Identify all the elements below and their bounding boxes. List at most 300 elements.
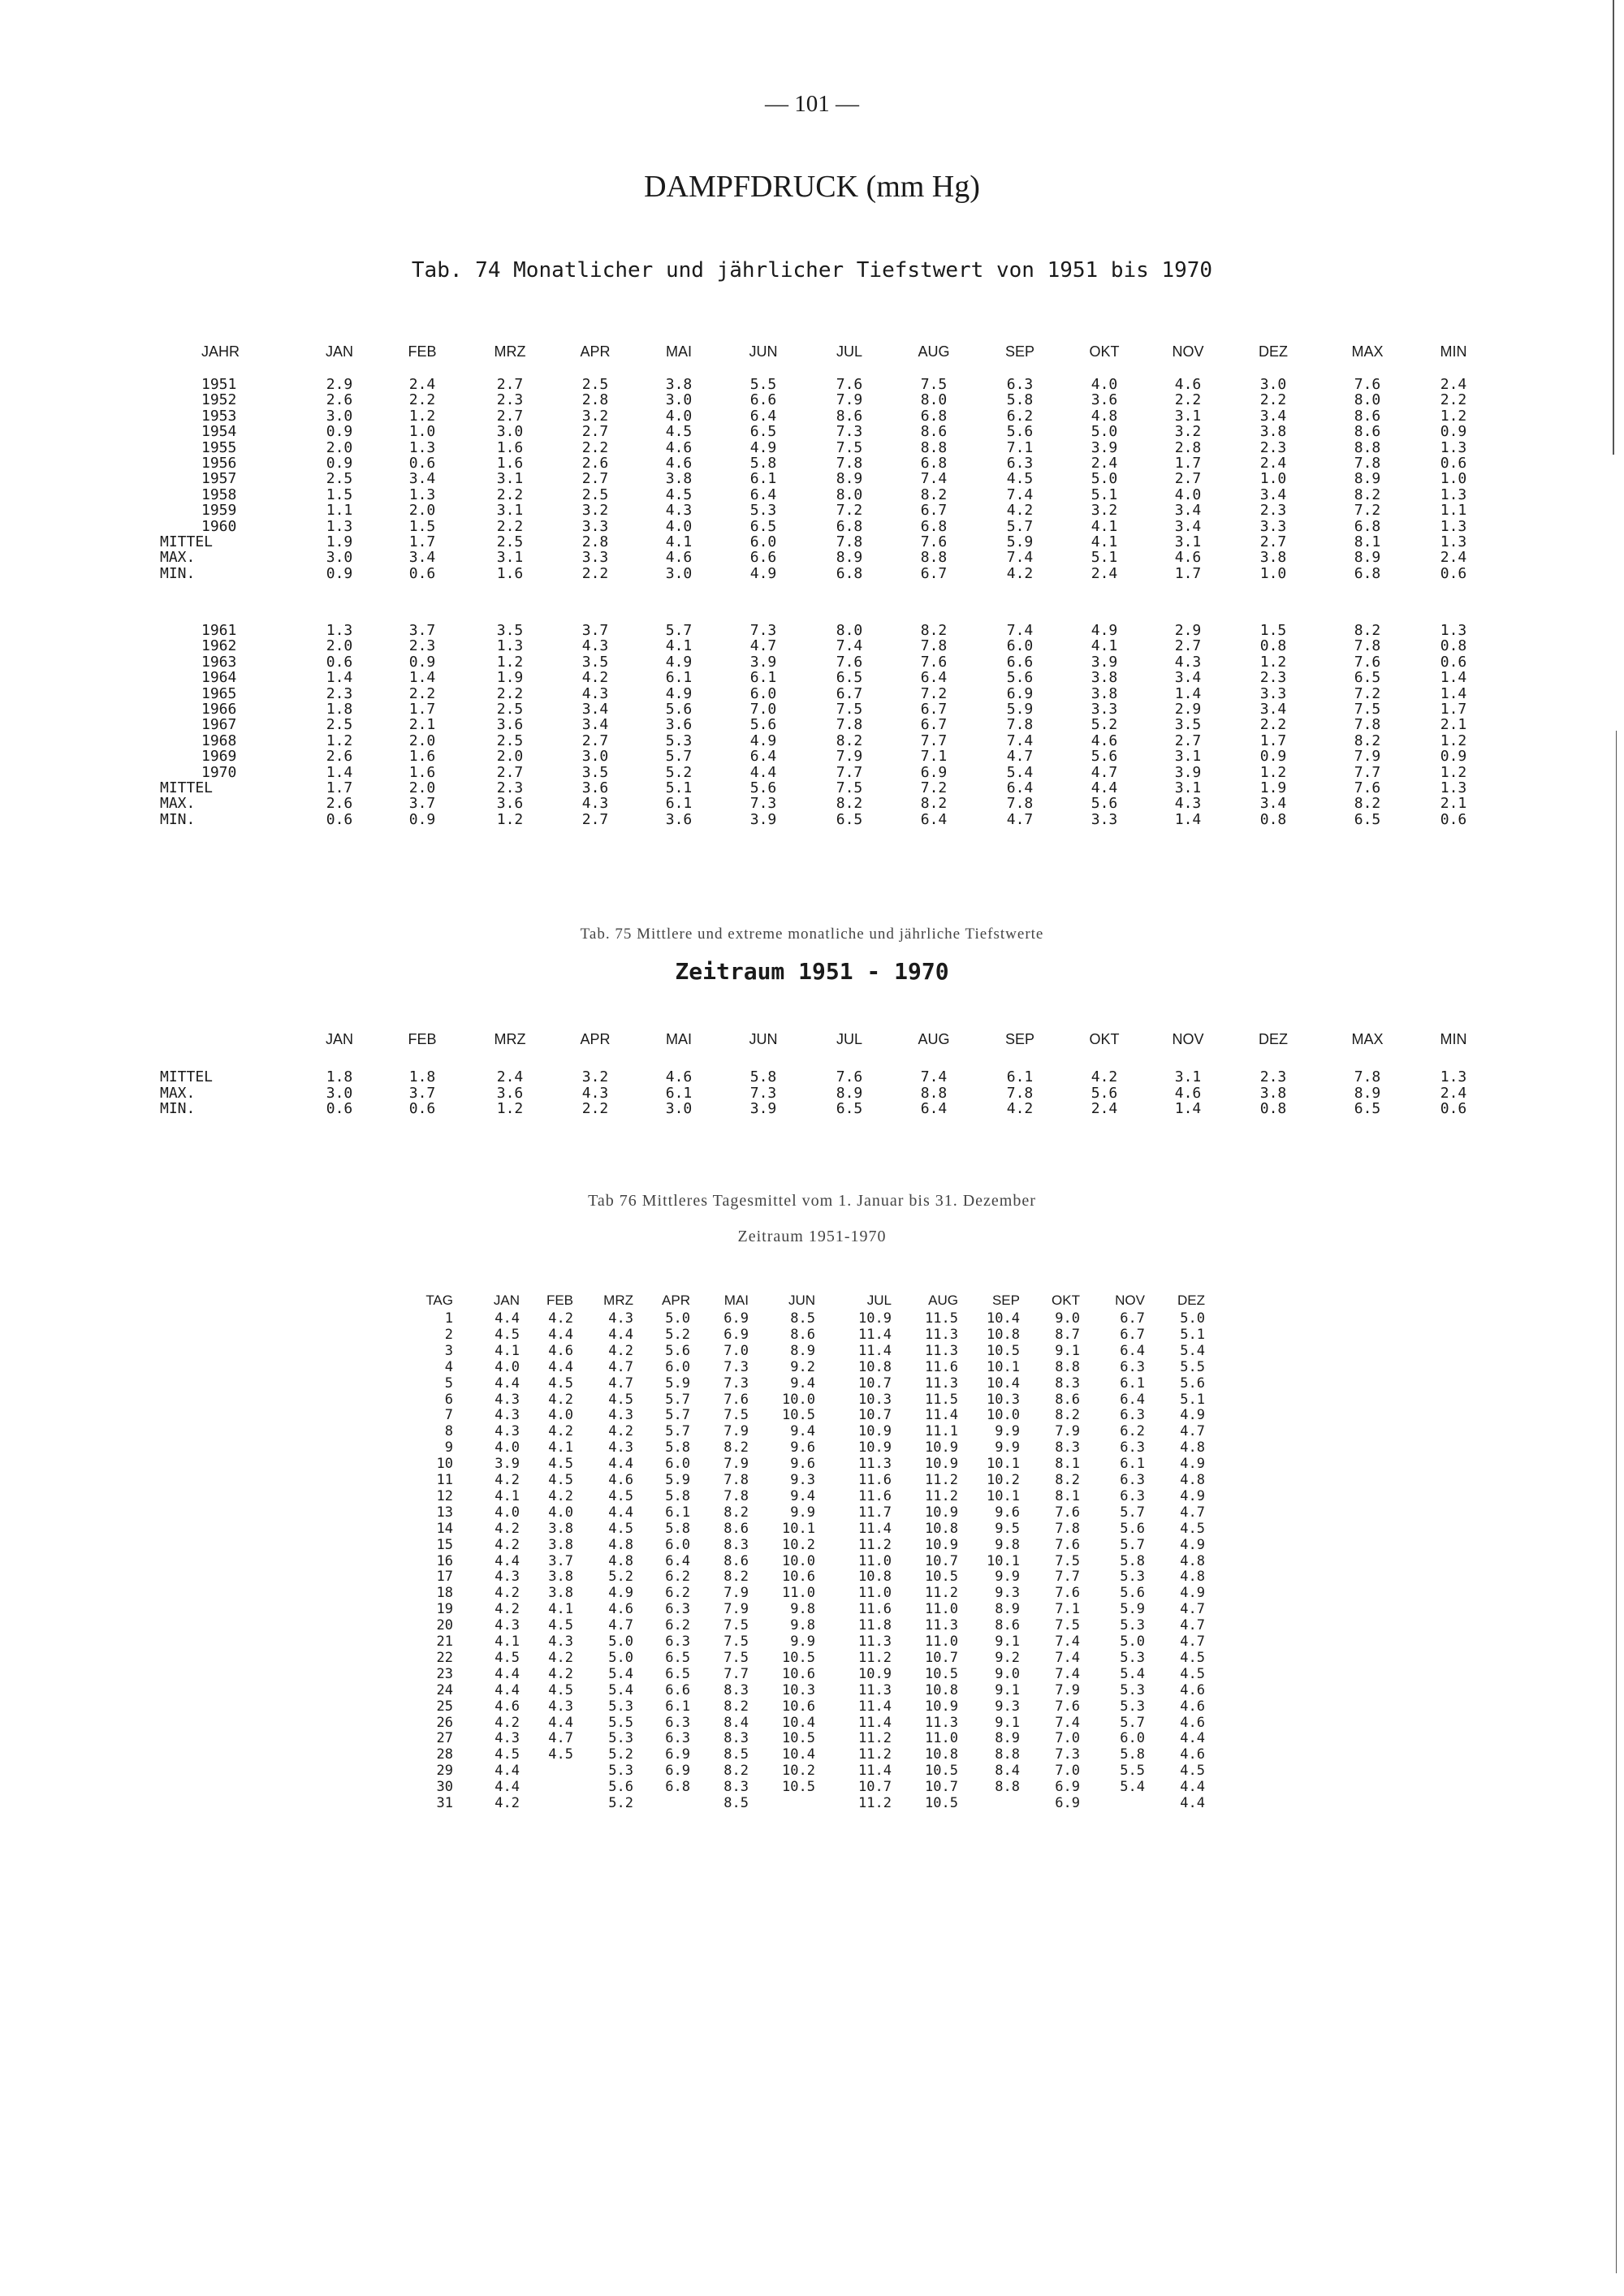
table-cell: 10.9 [925, 1439, 958, 1457]
table-cell: 11.1 [925, 1423, 958, 1440]
table-cell: 1.9 [1259, 779, 1287, 796]
table-cell: 10.7 [925, 1649, 958, 1666]
day-number: 30 [436, 1779, 453, 1796]
table-cell: 5.0 [608, 1649, 633, 1666]
table-cell: 3.1 [496, 549, 524, 567]
table-cell: 3.7 [408, 622, 436, 639]
table-cell: 4.2 [548, 1423, 573, 1440]
table-cell: 6.2 [665, 1569, 690, 1586]
table-cell: 7.6 [836, 1068, 863, 1085]
table-cell: 4.6 [665, 438, 693, 456]
table-cell: 10.9 [925, 1456, 958, 1473]
table-cell: 3.5 [581, 763, 609, 781]
table-row [0, 1488, 1624, 1504]
table-cell: 5.9 [665, 1472, 690, 1488]
table-cell: 9.1 [1055, 1342, 1080, 1359]
table-cell: 7.3 [749, 622, 777, 639]
table-cell: 0.8 [1259, 1100, 1287, 1117]
table-cell: 7.0 [1055, 1763, 1080, 1780]
page-title: DAMPFDRUCK (mm Hg) [644, 170, 980, 204]
table-cell: 4.2 [548, 1649, 573, 1666]
table-cell: 5.3 [1120, 1649, 1145, 1666]
table-row [0, 1407, 1624, 1423]
table-cell: 11.2 [925, 1472, 958, 1488]
table-cell: 6.9 [1055, 1795, 1080, 1811]
table-cell: 7.0 [749, 701, 777, 718]
table-cell: 2.8 [1174, 438, 1202, 456]
table-row [0, 1423, 1624, 1439]
table-cell: 5.9 [1006, 701, 1034, 718]
table-row [0, 1666, 1624, 1682]
header-dez: DEZ [1259, 1031, 1288, 1047]
table-cell: 11.2 [858, 1649, 892, 1666]
table-cell: 6.6 [1006, 653, 1034, 671]
table-cell: 10.4 [987, 1375, 1020, 1392]
table-cell: 8.2 [1354, 486, 1381, 503]
table-cell: 2.4 [408, 376, 436, 393]
table-row [0, 1521, 1624, 1537]
table-cell: 3.0 [326, 407, 353, 425]
table-cell: 4.1 [548, 1601, 573, 1618]
table-cell: 9.4 [790, 1487, 815, 1504]
table-cell: 2.5 [326, 470, 353, 488]
day-number: 18 [436, 1585, 453, 1602]
table-cell: 3.5 [1174, 716, 1202, 734]
table-cell: 8.1 [1354, 533, 1381, 550]
table-cell: 7.3 [836, 423, 863, 441]
table-cell: 4.7 [608, 1375, 633, 1392]
table-cell: 4.3 [1174, 653, 1202, 671]
table-cell: 3.8 [1259, 423, 1287, 441]
table-cell: 6.5 [1354, 810, 1381, 828]
table-cell: 3.1 [1174, 407, 1202, 425]
table-cell: 2.2 [581, 564, 609, 582]
table-cell: 7.4 [1055, 1634, 1080, 1650]
table-cell: 3.4 [1259, 795, 1287, 813]
day-number: 28 [436, 1746, 453, 1763]
table-cell: 7.6 [1055, 1585, 1080, 1602]
table-cell: 11.2 [858, 1746, 892, 1763]
table-cell: 8.2 [1055, 1472, 1080, 1488]
table-cell: 4.9 [749, 564, 777, 582]
table-cell: 1.3 [408, 438, 436, 456]
table-row [0, 795, 1624, 811]
table-row [0, 1585, 1624, 1601]
table-cell: 5.3 [665, 732, 693, 749]
table-cell: 11.4 [925, 1407, 958, 1424]
table-row [0, 423, 1624, 439]
day-number: 11 [436, 1472, 453, 1488]
table-cell: 4.9 [665, 653, 693, 671]
table-cell: 8.6 [723, 1552, 749, 1569]
table-cell: 10.5 [782, 1779, 815, 1796]
table-cell: 4.8 [1091, 407, 1118, 425]
table-cell: 4.4 [495, 1552, 520, 1569]
table-cell: 10.8 [858, 1358, 892, 1375]
table-row [0, 669, 1624, 685]
table-cell: 7.4 [920, 1068, 948, 1085]
header-jun: JUN [749, 1031, 778, 1047]
table-cell: 1.2 [1440, 407, 1467, 425]
table-cell: 3.9 [495, 1456, 520, 1473]
table-cell: 9.8 [995, 1536, 1020, 1553]
table-cell: 1.2 [1440, 763, 1467, 781]
row-label: 1964 [201, 669, 237, 687]
table-cell: 4.0 [665, 517, 693, 535]
day-number: 6 [444, 1391, 453, 1408]
table-cell: 4.8 [1180, 1439, 1205, 1457]
table-cell: 7.0 [723, 1342, 749, 1359]
table-cell: 5.0 [1091, 470, 1118, 488]
row-label: 1954 [201, 423, 237, 441]
table-cell: 2.3 [326, 684, 353, 702]
table-cell: 3.2 [1174, 423, 1202, 441]
table-cell: 4.6 [665, 455, 693, 472]
row-label: 1970 [201, 763, 237, 781]
table-cell: 2.4 [1259, 455, 1287, 472]
table-cell: 2.7 [1174, 637, 1202, 655]
table-cell: 4.5 [665, 486, 693, 503]
table-cell: 6.5 [749, 517, 777, 535]
table-row [0, 1634, 1624, 1650]
table-cell: 7.1 [1055, 1601, 1080, 1618]
table-cell: 6.0 [1006, 637, 1034, 655]
table-cell: 4.4 [1180, 1795, 1205, 1811]
table-cell: 5.3 [1120, 1617, 1145, 1634]
table-cell: 2.3 [1259, 669, 1287, 687]
table-cell: 4.9 [1180, 1536, 1205, 1553]
table-cell: 6.5 [665, 1649, 690, 1666]
table-cell: 4.2 [1006, 502, 1034, 520]
table-cell: 7.6 [1055, 1536, 1080, 1553]
table-cell: 10.8 [987, 1326, 1020, 1343]
table-cell: 4.8 [1180, 1552, 1205, 1569]
table-cell: 6.6 [749, 549, 777, 567]
table-cell: 4.1 [495, 1634, 520, 1650]
table-cell: 9.3 [790, 1472, 815, 1488]
table-cell: 4.7 [1006, 810, 1034, 828]
header-aug: AUG [918, 343, 950, 360]
table-cell: 7.6 [1055, 1698, 1080, 1715]
table-cell: 1.2 [496, 810, 524, 828]
table-cell: 4.9 [1180, 1456, 1205, 1473]
table-cell: 6.1 [749, 470, 777, 488]
table-cell: 7.8 [1354, 637, 1381, 655]
header-mrz: MRZ [603, 1293, 633, 1308]
table-row [0, 1601, 1624, 1617]
table-cell: 1.3 [1440, 438, 1467, 456]
table-row [0, 1439, 1624, 1456]
table-cell: 10.7 [858, 1779, 892, 1796]
table-cell: 1.2 [1259, 653, 1287, 671]
table-cell: 4.3 [608, 1407, 633, 1424]
table-cell: 8.6 [1354, 423, 1381, 441]
table-cell: 7.5 [1055, 1552, 1080, 1569]
header-tag: TAG [425, 1293, 453, 1308]
table-cell: 3.6 [665, 810, 693, 828]
table-cell: 3.7 [581, 622, 609, 639]
table-row [0, 732, 1624, 749]
table-cell: 6.6 [749, 391, 777, 409]
row-label: 1956 [201, 455, 237, 472]
table-cell: 2.1 [1440, 795, 1467, 813]
table-cell: 3.8 [548, 1536, 573, 1553]
table-cell: 7.6 [836, 653, 863, 671]
table-cell: 6.8 [1354, 517, 1381, 535]
table-cell: 6.7 [1120, 1310, 1145, 1327]
table-cell: 2.8 [581, 391, 609, 409]
table-cell: 5.4 [1006, 763, 1034, 781]
table-cell: 4.7 [1180, 1601, 1205, 1618]
table-cell: 4.6 [1180, 1714, 1205, 1731]
table-cell: 4.3 [581, 637, 609, 655]
table-cell: 1.5 [326, 486, 353, 503]
table-cell: 0.9 [326, 564, 353, 582]
table-cell: 1.3 [1440, 486, 1467, 503]
day-number: 8 [444, 1423, 453, 1440]
table-cell: 8.9 [995, 1601, 1020, 1618]
header-mai: MAI [665, 1031, 692, 1047]
table-cell: 10.8 [925, 1746, 958, 1763]
table-cell: 10.9 [858, 1423, 892, 1440]
table-cell: 10.5 [782, 1730, 815, 1747]
table-cell: 1.9 [326, 533, 353, 550]
table-cell: 2.7 [581, 810, 609, 828]
table-cell: 4.6 [548, 1342, 573, 1359]
table-cell: 7.4 [1055, 1649, 1080, 1666]
table-row [0, 455, 1624, 471]
table-cell: 4.0 [1174, 486, 1202, 503]
table-cell: 3.8 [1259, 1084, 1287, 1102]
table-cell: 6.1 [665, 795, 693, 813]
table-cell: 4.3 [1174, 795, 1202, 813]
table-cell: 4.7 [548, 1730, 573, 1747]
table-cell: 11.0 [925, 1601, 958, 1618]
table-cell: 2.3 [496, 779, 524, 796]
table-cell: 4.7 [1006, 748, 1034, 766]
table-cell: 7.3 [749, 795, 777, 813]
table-cell: 2.7 [496, 376, 524, 393]
header-dez: DEZ [1259, 343, 1288, 360]
table-cell: 1.5 [408, 517, 436, 535]
table-row [0, 1650, 1624, 1666]
table-cell: 4.5 [1180, 1520, 1205, 1537]
table-cell: 5.5 [608, 1714, 633, 1731]
table-cell: 4.2 [495, 1601, 520, 1618]
table-cell: 8.2 [723, 1439, 749, 1457]
table-cell: 7.7 [1055, 1569, 1080, 1586]
table-cell: 7.7 [1354, 763, 1381, 781]
table-cell: 2.7 [496, 763, 524, 781]
table-cell: 10.9 [858, 1665, 892, 1682]
day-number: 23 [436, 1665, 453, 1682]
table-cell: 5.6 [665, 1342, 690, 1359]
table-row [0, 1779, 1624, 1795]
table-cell: 3.0 [665, 1100, 693, 1117]
header-sep: SEP [991, 1293, 1020, 1308]
table-cell: 4.6 [665, 549, 693, 567]
table-cell: 10.1 [782, 1520, 815, 1537]
table-cell: 3.7 [548, 1552, 573, 1569]
table-cell: 7.5 [836, 779, 863, 796]
table-row [0, 1715, 1624, 1731]
table-row [0, 549, 1624, 565]
table-cell: 5.4 [1120, 1779, 1145, 1796]
table-cell: 11.0 [858, 1585, 892, 1602]
table-cell: 7.4 [1006, 622, 1034, 639]
table-cell: 2.1 [408, 716, 436, 734]
table-cell: 1.6 [496, 455, 524, 472]
table-cell: 3.7 [408, 1084, 436, 1102]
table-cell: 7.3 [723, 1375, 749, 1392]
table-cell: 4.4 [749, 763, 777, 781]
table-cell: 2.0 [326, 438, 353, 456]
header-apr: APR [580, 1031, 611, 1047]
table-cell: 7.7 [920, 732, 948, 749]
table-cell: 8.6 [920, 423, 948, 441]
table-cell: 7.8 [1006, 1084, 1034, 1102]
table-cell: 3.0 [326, 549, 353, 567]
day-number: 26 [436, 1714, 453, 1731]
table-cell: 4.3 [608, 1310, 633, 1327]
header-dez: DEZ [1177, 1293, 1205, 1308]
table-cell: 5.8 [665, 1487, 690, 1504]
header-mai: MAI [665, 343, 692, 360]
header-row [0, 1293, 1624, 1309]
table-cell: 8.2 [1354, 732, 1381, 749]
header-jul: JUL [866, 1293, 892, 1308]
table-cell: 6.0 [665, 1456, 690, 1473]
table-cell: 5.4 [608, 1665, 633, 1682]
table-cell: 4.9 [749, 732, 777, 749]
table-cell: 10.8 [925, 1681, 958, 1698]
table-cell: 8.2 [723, 1763, 749, 1780]
table-cell: 4.5 [495, 1326, 520, 1343]
table-cell: 6.3 [1120, 1407, 1145, 1424]
table-cell: 7.6 [920, 533, 948, 550]
table-cell: 6.4 [1120, 1391, 1145, 1408]
table-cell: 9.1 [995, 1714, 1020, 1731]
table-cell: 3.8 [548, 1520, 573, 1537]
table-cell: 3.4 [1174, 502, 1202, 520]
table-cell: 3.4 [1174, 517, 1202, 535]
table-row [0, 1327, 1624, 1343]
table-cell: 2.4 [1440, 549, 1467, 567]
table-row [0, 1085, 1624, 1101]
table-cell: 2.4 [1440, 1084, 1467, 1102]
table-cell: 11.4 [858, 1714, 892, 1731]
table-cell: 10.1 [987, 1358, 1020, 1375]
table-cell: 0.8 [1259, 637, 1287, 655]
table-cell: 8.9 [1354, 470, 1381, 488]
table-cell: 4.9 [1180, 1487, 1205, 1504]
table-cell: 11.6 [858, 1601, 892, 1618]
table-cell: 8.2 [836, 795, 863, 813]
table-cell: 9.9 [790, 1634, 815, 1650]
table-cell: 5.2 [608, 1569, 633, 1586]
table-cell: 4.2 [495, 1714, 520, 1731]
table-cell: 4.8 [1180, 1472, 1205, 1488]
table-cell: 7.2 [920, 684, 948, 702]
table-cell: 10.8 [858, 1569, 892, 1586]
table-cell: 7.5 [836, 438, 863, 456]
table-cell: 7.8 [836, 533, 863, 550]
table-cell: 2.1 [1440, 716, 1467, 734]
table-cell: 3.0 [581, 748, 609, 766]
table-cell: 4.4 [608, 1504, 633, 1521]
table-cell: 4.4 [495, 1763, 520, 1780]
table-cell: 3.2 [581, 407, 609, 425]
table-cell: 7.9 [836, 391, 863, 409]
table-cell: 8.2 [1354, 622, 1381, 639]
table-cell: 5.8 [749, 455, 777, 472]
table-cell: 1.4 [1440, 669, 1467, 687]
day-number: 25 [436, 1698, 453, 1715]
table-cell: 4.3 [548, 1698, 573, 1715]
table-cell: 4.1 [548, 1439, 573, 1457]
table-cell: 9.6 [790, 1439, 815, 1457]
row-label: MIN. [160, 564, 196, 582]
table-row [0, 565, 1624, 581]
table-cell: 8.6 [995, 1617, 1020, 1634]
table-cell: 3.0 [496, 423, 524, 441]
table-cell: 1.4 [1174, 684, 1202, 702]
header-okt: OKT [1089, 1031, 1120, 1047]
table-cell: 1.8 [326, 701, 353, 718]
day-number: 5 [444, 1375, 453, 1392]
table-cell: 1.3 [1440, 779, 1467, 796]
table-row [0, 1456, 1624, 1472]
table-cell: 8.2 [920, 795, 948, 813]
table-cell: 3.3 [581, 549, 609, 567]
table-cell: 2.2 [496, 684, 524, 702]
table-cell: 7.4 [920, 470, 948, 488]
table-cell: 10.5 [925, 1569, 958, 1586]
table-cell: 4.6 [1174, 549, 1202, 567]
table-cell: 11.6 [858, 1487, 892, 1504]
table-cell: 9.0 [995, 1665, 1020, 1682]
header-min: MIN [1440, 343, 1467, 360]
table-cell: 7.2 [920, 779, 948, 796]
table-cell: 5.1 [665, 779, 693, 796]
table-cell: 11.4 [858, 1326, 892, 1343]
table-cell: 3.8 [1091, 684, 1118, 702]
table-cell: 6.4 [920, 1100, 948, 1117]
table-cell: 5.9 [1006, 533, 1034, 550]
table-cell: 4.0 [495, 1504, 520, 1521]
table-cell: 4.2 [1006, 564, 1034, 582]
table-cell: 11.3 [858, 1681, 892, 1698]
table-cell: 6.4 [920, 669, 948, 687]
table-cell: 0.9 [408, 653, 436, 671]
table-cell: 8.0 [836, 486, 863, 503]
table-cell: 4.2 [495, 1585, 520, 1602]
table-cell: 2.4 [1440, 376, 1467, 393]
header-row [0, 343, 1624, 360]
table-row [0, 376, 1624, 392]
table-cell: 1.6 [408, 748, 436, 766]
table-cell: 3.1 [1174, 533, 1202, 550]
day-number: 1 [444, 1310, 453, 1327]
table-cell: 7.9 [723, 1585, 749, 1602]
table-row [0, 1763, 1624, 1779]
table-cell: 0.6 [408, 564, 436, 582]
table-cell: 5.6 [1091, 795, 1118, 813]
table-cell: 3.9 [749, 810, 777, 828]
day-number: 10 [436, 1456, 453, 1473]
table-cell: 4.2 [548, 1310, 573, 1327]
table-cell: 9.4 [790, 1423, 815, 1440]
